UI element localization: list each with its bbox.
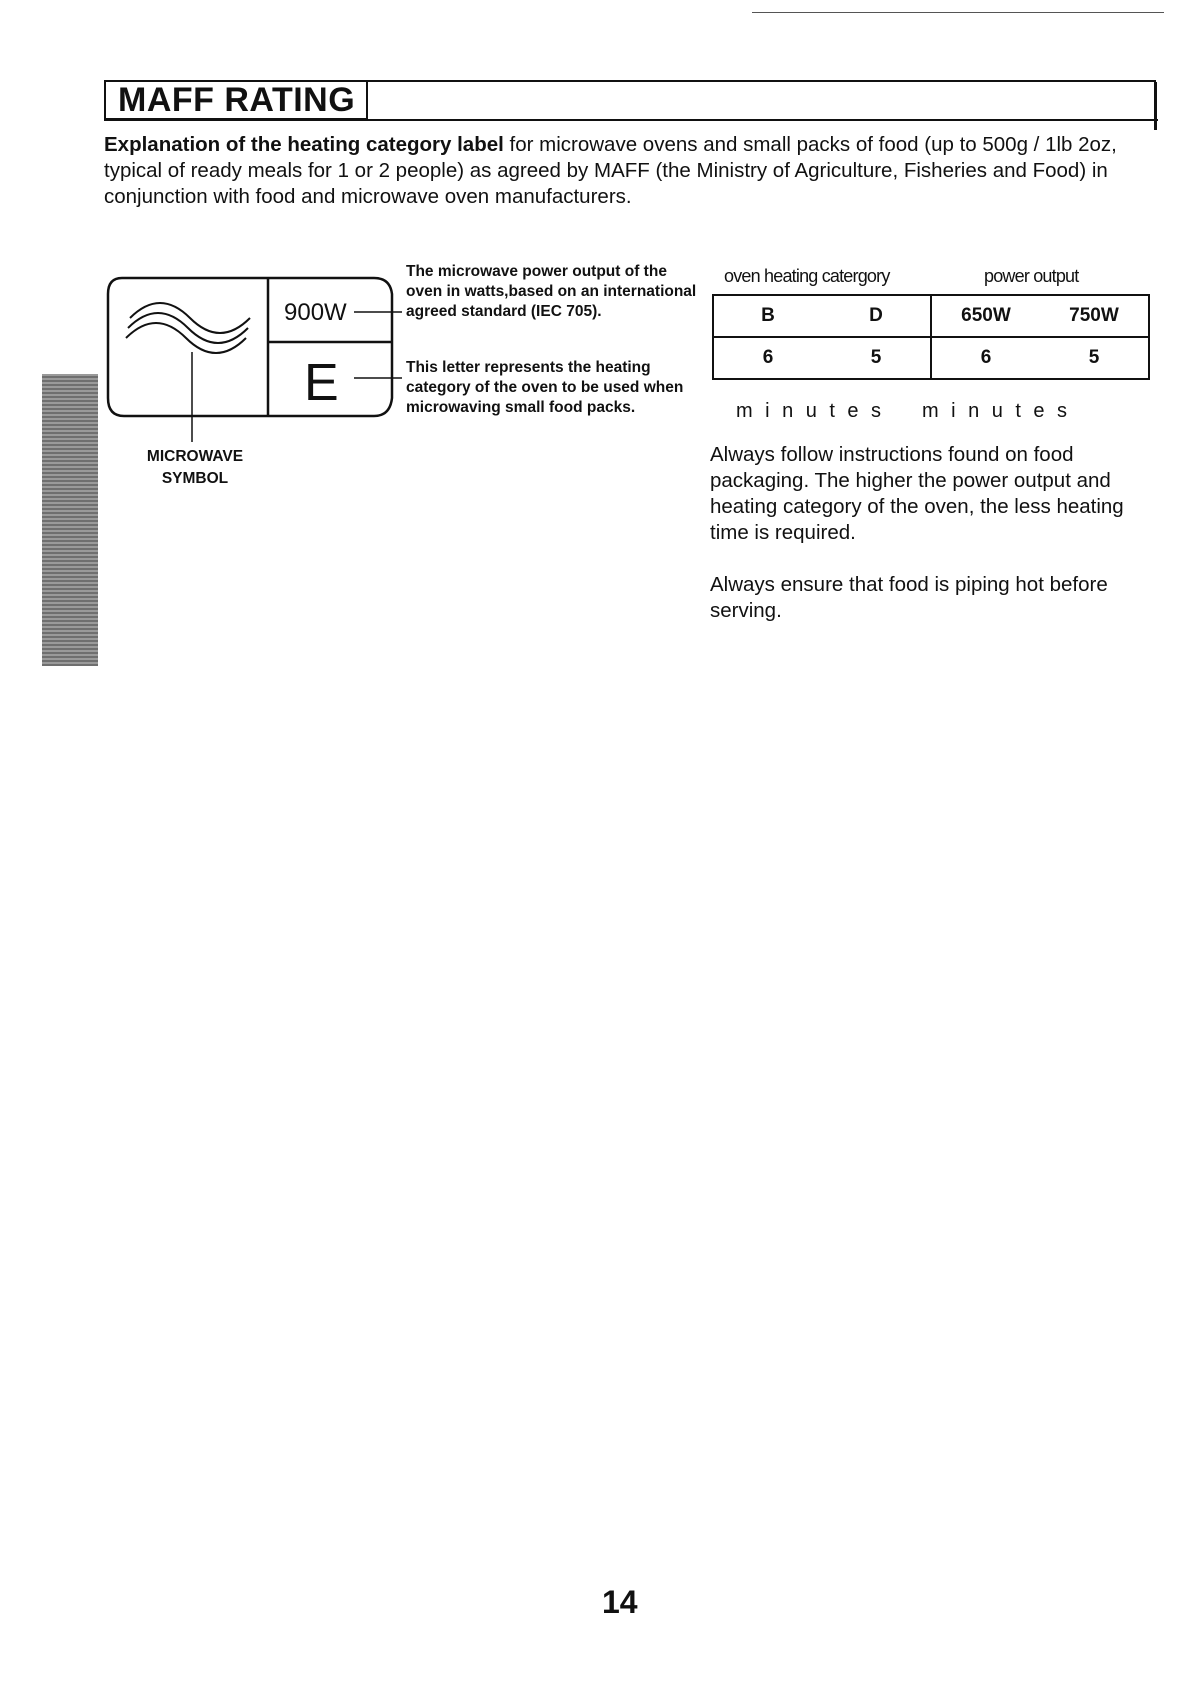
- heading-category: oven heating catergory: [724, 266, 890, 286]
- power-650: 650W: [961, 305, 1011, 326]
- category-b: B: [761, 305, 775, 326]
- heading-power: power output: [984, 266, 1079, 286]
- microwave-symbol-label: [130, 446, 260, 490]
- page-title: MAFF RATING: [118, 81, 356, 119]
- minutes-650: 6: [980, 347, 992, 368]
- page-number: 14: [602, 1584, 638, 1620]
- symbol-label-line2: SYMBOL: [161, 470, 229, 487]
- power-cell: [931, 295, 1149, 337]
- power-caption: The microwave power output of the oven in watts,based on an international agreed standard (IEC 705).: [406, 263, 697, 320]
- power-750: 750W: [1069, 305, 1119, 326]
- minutes-label-power: minutes: [922, 400, 1080, 422]
- note-paragraph-2: Always ensure that food is piping hot before serving.: [710, 573, 1108, 622]
- intro-text: for microwave ovens and small packs of food (up to 500g / 1lb 2oz, typical of ready meals for 1 or 2 people) as agreed by MAFF (the Ministry of Agriculture, Fisheries and Food) in conjunction with food and microwave oven manufacturers.: [104, 133, 1117, 208]
- rating-table: [712, 294, 1150, 380]
- letter-caption: This letter represents the heating category of the oven to be used when microwaving small food packs.: [406, 359, 684, 416]
- power-value: 900W: [284, 299, 347, 326]
- microwave-symbol-icon: [126, 303, 250, 353]
- minutes-d: 5: [870, 347, 882, 368]
- minutes-b: 6: [762, 347, 774, 368]
- symbol-label-line1: MICROWAVE: [146, 448, 244, 465]
- category-minutes-cell: [713, 337, 931, 379]
- top-rule: [752, 12, 1164, 13]
- side-shaded-tab: [42, 374, 98, 666]
- minutes-label-category: minutes: [736, 400, 894, 422]
- header-underline: [104, 119, 1158, 121]
- intro-lead: Explanation of the heating category label: [104, 133, 504, 156]
- category-cell: [713, 295, 931, 337]
- category-letter: E: [304, 354, 339, 412]
- heating-category-label: [104, 270, 404, 450]
- table-row: [713, 337, 1149, 379]
- category-d: D: [869, 305, 883, 326]
- intro-paragraph: [104, 132, 1144, 210]
- note-paragraph-1: Always follow instructions found on food packaging. The higher the power output and heating category of the oven, the less heating time is required.: [710, 443, 1124, 544]
- power-minutes-cell: [931, 337, 1149, 379]
- minutes-750: 5: [1088, 347, 1100, 368]
- table-row: [713, 295, 1149, 337]
